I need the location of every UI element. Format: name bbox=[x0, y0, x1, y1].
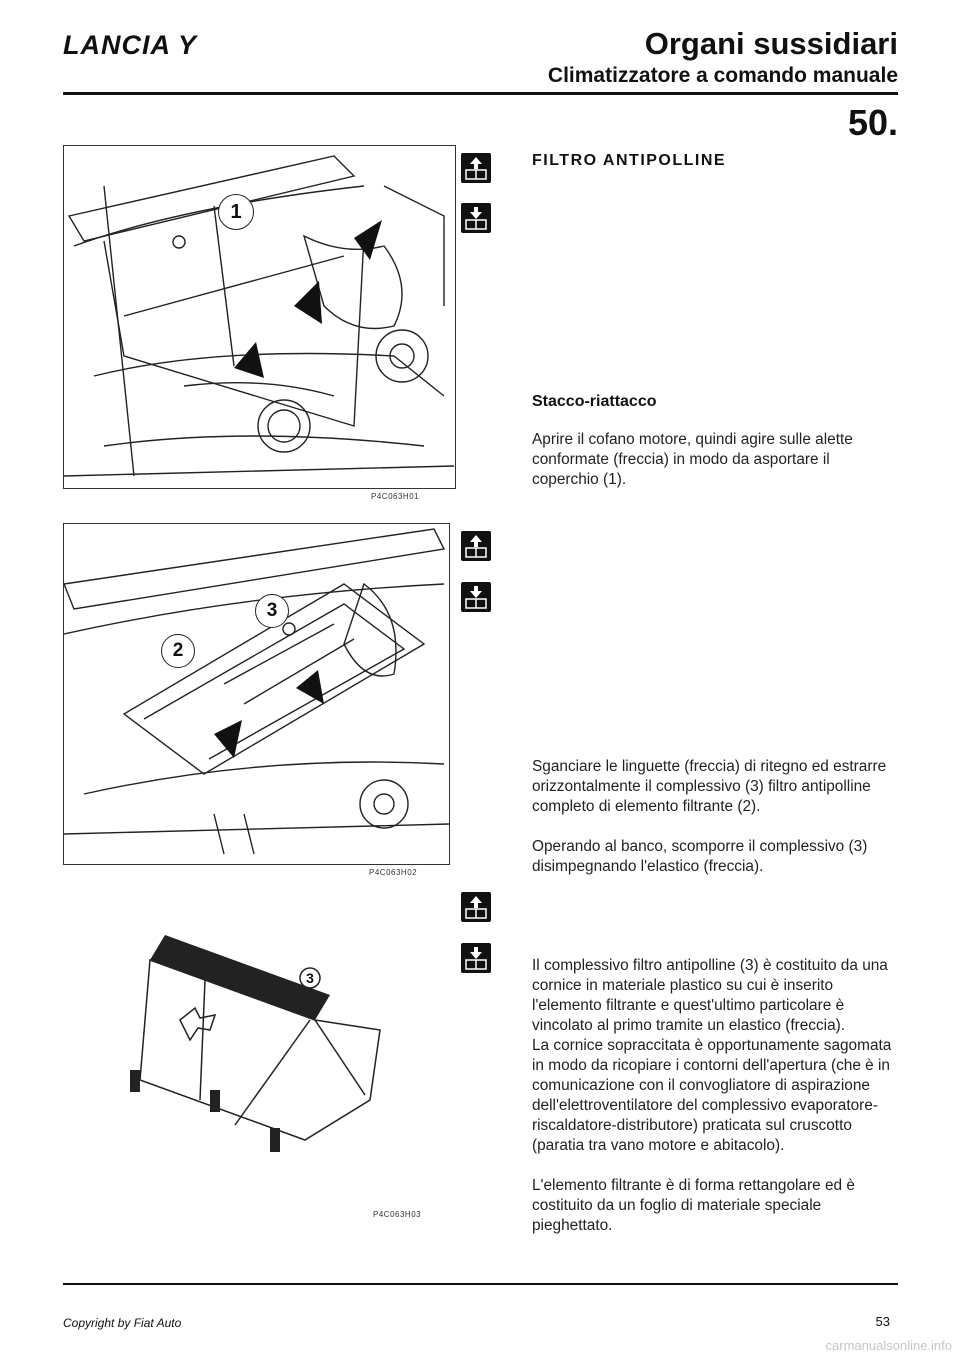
figure-1-callout bbox=[218, 194, 254, 230]
disassemble-icon bbox=[461, 892, 491, 922]
paragraph-extract-filter: Sganciare le linguette (freccia) di ritegno ed estrarre orizzontalmente il complessivo (3) filtro antipolline completo di elemento filtrante (2). bbox=[532, 758, 887, 815]
reassemble-icon bbox=[461, 943, 491, 973]
figure-2-drawing bbox=[64, 524, 449, 864]
figure-3-drawing bbox=[120, 900, 420, 1200]
paragraph-remove-cover: Aprire il cofano motore, quindi agire sulle alette conformate (freccia) in modo da asportare il coperchio (1). bbox=[532, 431, 853, 488]
paragraph-frame-description: La cornice sopraccitata è opportunamente sagomata in modo da ricopiare i contorni dell'apertura (che è in comunicazione con il convogliatore di aspirazione dell'elettroventilatore del complessivo evaporatore-riscaldatore-distributore) praticata sul cruscotto (paratia tra vano motore e abitacolo). bbox=[532, 1037, 892, 1154]
paragraph-disassemble-bench: Operando al banco, scomporre il complessivo (3) disimpegnando l'elastico (freccia). bbox=[532, 838, 868, 875]
procedure-subheading: Stacco-riattacco bbox=[532, 393, 657, 410]
disassemble-icon bbox=[461, 153, 491, 183]
copyright-notice: Copyright by Fiat Auto bbox=[63, 1316, 182, 1330]
callout-2-label: 2 bbox=[172, 640, 184, 661]
section-subtitle: Climatizzatore a comando manuale bbox=[547, 64, 898, 87]
figure-2-callout-2 bbox=[161, 634, 195, 668]
section-title: Organi sussidiari bbox=[644, 26, 898, 61]
brand-title: LANCIA Y bbox=[63, 30, 198, 60]
footer-page-number: 53 bbox=[875, 1314, 890, 1329]
section-heading: FILTRO ANTIPOLLINE bbox=[532, 152, 727, 169]
figure-3-filter-assembly bbox=[120, 900, 420, 1200]
header-rule bbox=[63, 92, 898, 95]
figure-2-code: P4C063H02 bbox=[369, 868, 418, 877]
paragraph-filter-description: Il complessivo filtro antipolline (3) è costituito da una cornice in materiale plastico su cui è inserito l'elemento filtrante e quest'ultimo particolare è vincolato al primo tramite un elastico (freccia). bbox=[532, 957, 888, 1034]
watermark: carmanualsonline.info bbox=[825, 1338, 952, 1353]
figure-1-drawing bbox=[64, 146, 455, 488]
reassemble-icon bbox=[461, 582, 491, 612]
footer-rule bbox=[63, 1283, 898, 1285]
page-number: 50. bbox=[847, 102, 898, 143]
figure-2-callout-3 bbox=[255, 594, 289, 628]
figure-1-code: P4C063H01 bbox=[371, 492, 420, 501]
figure-3-callout bbox=[300, 968, 320, 988]
figure-2-filter-removal bbox=[63, 523, 450, 865]
disassemble-icon bbox=[461, 531, 491, 561]
figure-1-engine-cover bbox=[63, 145, 456, 489]
paragraph-element-description: L'elemento filtrante è di forma rettangolare ed è costituito da un foglio di materiale speciale pieghettato. bbox=[532, 1177, 855, 1234]
figure-3-code: P4C063H03 bbox=[373, 1210, 422, 1219]
reassemble-icon bbox=[461, 203, 491, 233]
callout-1-label: 1 bbox=[230, 201, 242, 223]
callout-3-label: 3 bbox=[266, 600, 278, 621]
callout-3b-label: 3 bbox=[306, 970, 314, 986]
